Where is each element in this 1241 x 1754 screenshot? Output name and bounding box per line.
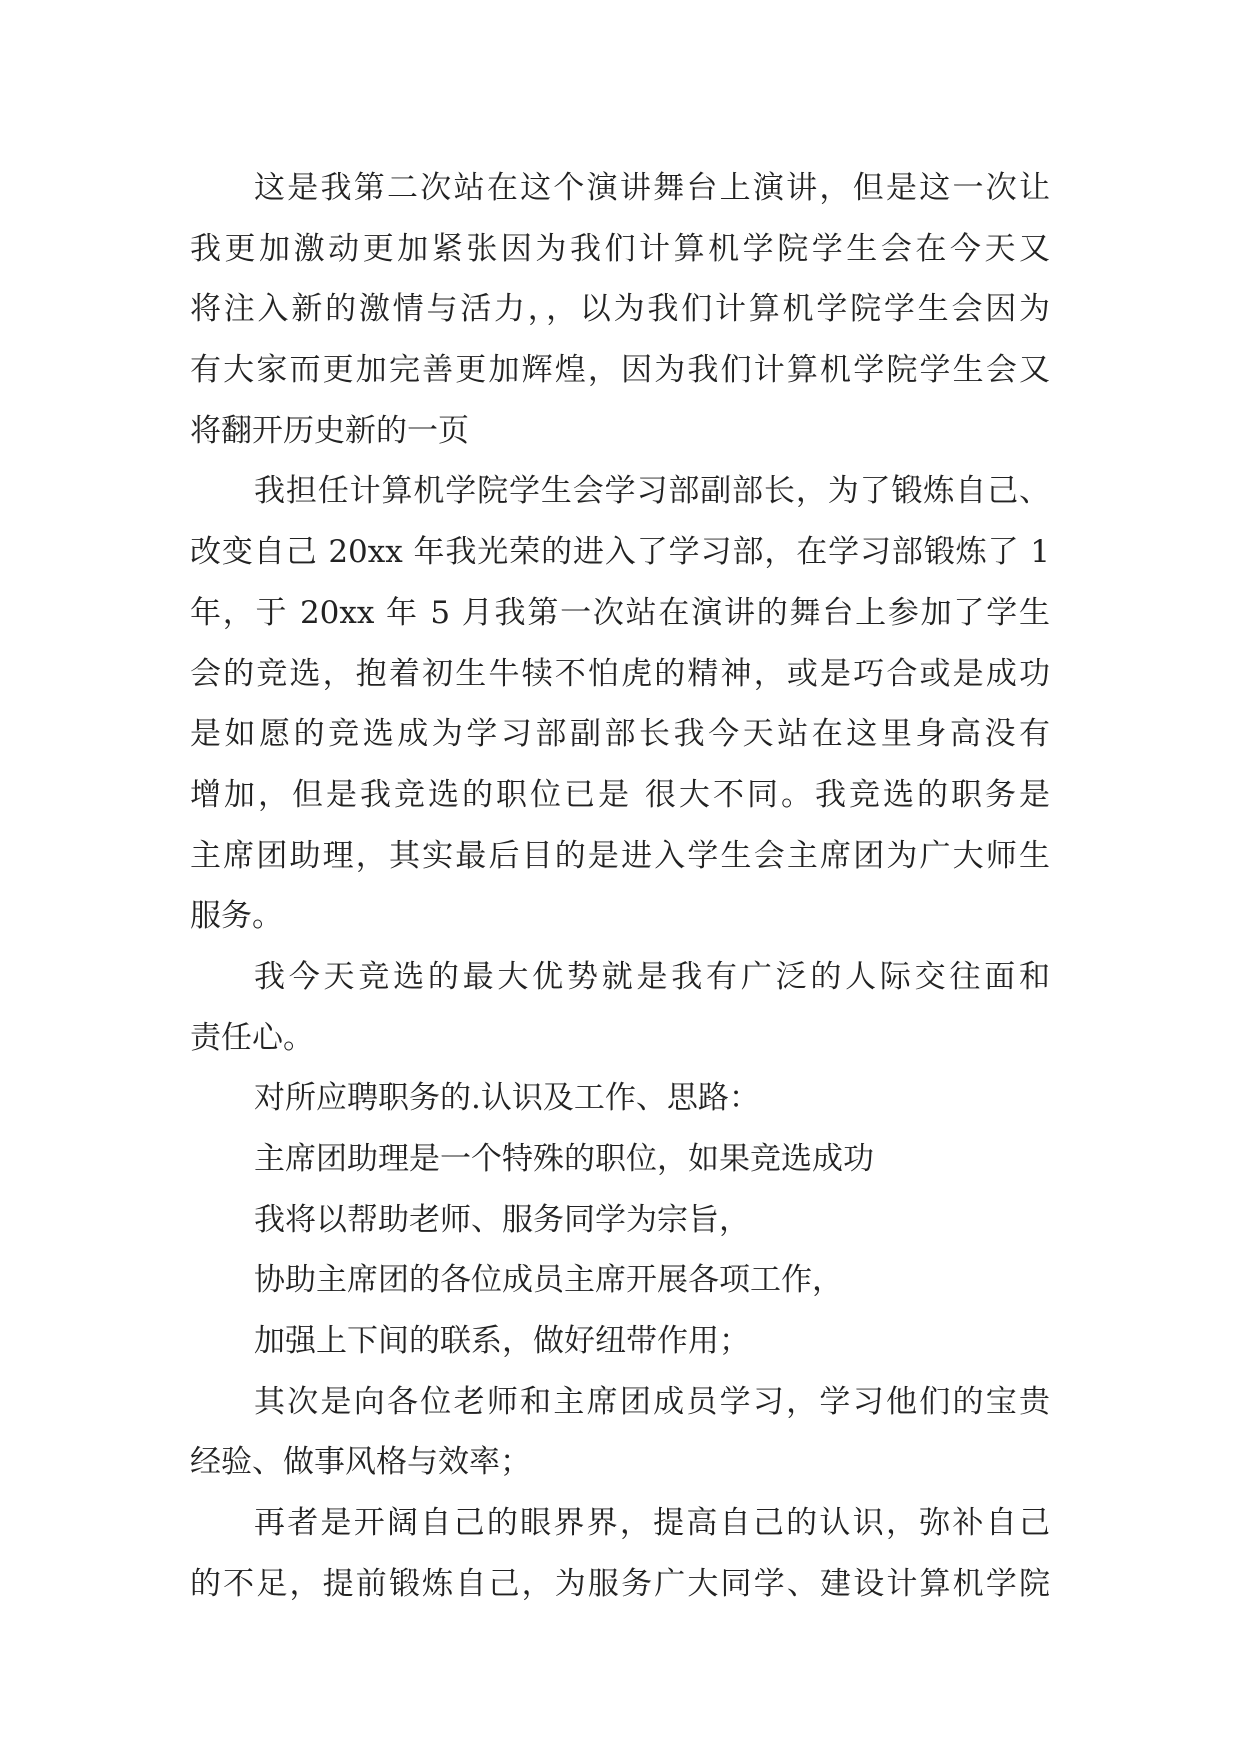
text-line: 主席团助理，其实最后目的是进入学生会主席团为广大师生 bbox=[190, 837, 1050, 874]
text-line: 有大家而更加完善更加辉煌，因为我们计算机学院学生会又 bbox=[190, 352, 1050, 389]
text-line: 加强上下间的联系，做好纽带作用； bbox=[254, 1323, 750, 1360]
text-line: 我担任计算机学院学生会学习部副部长，为了锻炼自己、 bbox=[254, 473, 1050, 510]
text-line: 服务。 bbox=[190, 898, 283, 935]
document-body bbox=[190, 158, 1050, 1615]
text-line: 这是我第二次站在这个演讲舞台上演讲，但是这一次让 bbox=[254, 170, 1050, 206]
text-line: 其次是向各位老师和主席团成员学习，学习他们的宝贵 bbox=[254, 1383, 1050, 1420]
text-line: 将翻开历史新的一页 bbox=[190, 412, 469, 449]
text-line: 我将以帮助老师、服务同学为宗旨， bbox=[254, 1201, 750, 1238]
text-line: 协助主席团的各位成员主席开展各项工作， bbox=[254, 1262, 843, 1299]
text-line: 会的竞选，抱着初生牛犊不怕虎的精神，或是巧合或是成功 bbox=[190, 655, 1050, 692]
text-line: 我今天竞选的最大优势就是我有广泛的人际交往面和 bbox=[254, 958, 1050, 995]
text-line: 再者是开阔自己的眼界界，提高自己的认识，弥补自己 bbox=[254, 1505, 1050, 1542]
text-line: 经验、做事风格与效率； bbox=[190, 1444, 531, 1481]
text-line: 将注入新的激情与活力，，以为我们计算机学院学生会因为 bbox=[190, 291, 1050, 328]
text-line: 责任心。 bbox=[190, 1019, 314, 1056]
text-line: 增加，但是我竞选的职位已是 很大不同。我竞选的职务是 bbox=[190, 776, 1050, 813]
text-line: 是如愿的竞选成为学习部副部长我今天站在这里身高没有 bbox=[190, 716, 1050, 753]
text-line: 年，于 20xx 年 5 月我第一次站在演讲的舞台上参加了学生 bbox=[190, 594, 1050, 631]
text-line: 的不足，提前锻炼自己，为服务广大同学、建设计算机学院 bbox=[190, 1565, 1050, 1602]
text-line: 我更加激动更加紧张因为我们计算机学院学生会在今天又 bbox=[190, 230, 1050, 267]
text-line: 主席团助理是一个特殊的职位，如果竞选成功 bbox=[254, 1141, 874, 1177]
text-line: 对所应聘职务的.认识及工作、思路： bbox=[254, 1080, 760, 1117]
text-line: 改变自己 20xx 年我光荣的进入了学习部，在学习部锻炼了 1 bbox=[190, 534, 1050, 571]
